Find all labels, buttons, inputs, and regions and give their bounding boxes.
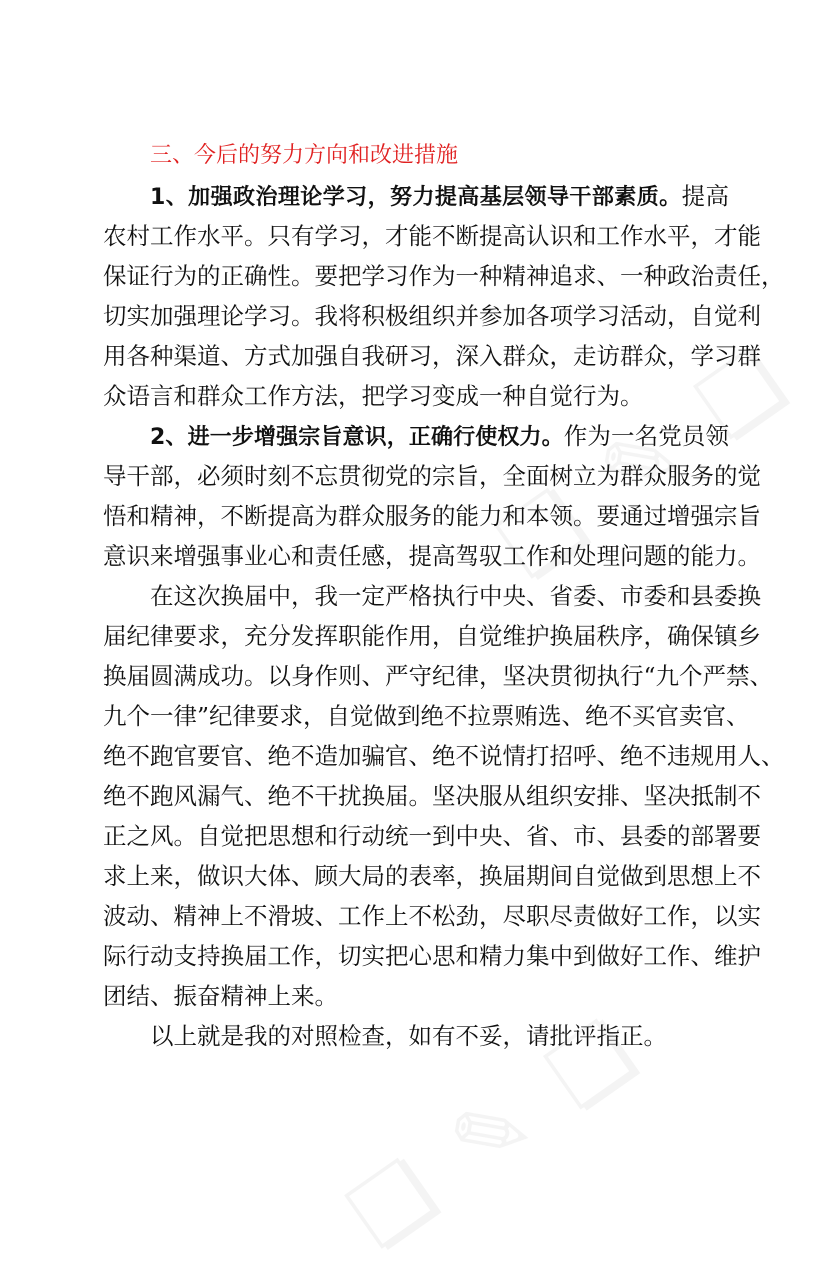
- paragraph-line: 求上来，做识大体、顾大局的表率，换届期间自觉做到思想上不: [103, 862, 761, 890]
- item1-first-rest: 提高: [681, 182, 730, 210]
- item2-lead: 2、进一步增强宗旨意识，正确行使权力。: [150, 425, 564, 450]
- paragraph-line: 波动、精神上不滑坡、工作上不松劲，尽职尽责做好工作，以实: [103, 902, 761, 930]
- paragraph-line: 众语言和群众工作方法，把学习变成一种自觉行为。: [103, 382, 644, 410]
- paragraph-line: 际行动支持换届工作，切实把心思和精力集中到做好工作、维护: [103, 942, 761, 970]
- item2-first-line: [103, 416, 729, 456]
- section-heading: 三、今后的努力方向和改进措施: [150, 143, 459, 168]
- paragraph-line: 九个一律”纪律要求，自觉做到绝不拉票贿选、绝不买官卖官、: [103, 702, 750, 730]
- paragraph-line: 绝不跑风漏气、绝不干扰换届。坚决服从组织安排、坚决抵制不: [103, 782, 761, 810]
- paragraph-line: 届纪律要求，充分发挥职能作用，自觉维护换届秩序，确保镇乡: [103, 622, 761, 650]
- paragraph-line: 正之风。自觉把思想和行动统一到中央、省、市、县委的部署要: [103, 822, 761, 850]
- paragraph-line: 农村工作水平。只有学习，才能不断提高认识和工作水平，才能: [103, 222, 761, 250]
- closing-line: 以上就是我的对照检查，如有不妥，请批评指正。: [150, 1022, 667, 1050]
- paragraph-line: 保证行为的正确性。要把学习作为一种精神追求、一种政治责任，: [103, 262, 785, 290]
- item1-lead: 1、加强政治理论学习，努力提高基层领导干部素质。: [150, 185, 682, 210]
- item2-first-rest: 作为一名党员领: [563, 422, 729, 450]
- paragraph-line: 切实加强理论学习。我将积极组织并参加各项学习活动，自觉利: [103, 302, 761, 330]
- paragraph-line: 用各种渠道、方式加强自我研习，深入群众，走访群众，学习群: [103, 342, 761, 370]
- paragraph-line: 换届圆满成功。以身作则、严守纪律，坚决贯彻执行“九个严禁、: [103, 662, 774, 690]
- item1-first-line: [103, 176, 729, 216]
- paragraph-line: 悟和精神，不断提高为群众服务的能力和本领。要通过增强宗旨: [103, 502, 761, 530]
- paragraph-line: 绝不跑官要官、绝不造加骗官、绝不说情打招呼、绝不违规用人、: [103, 742, 785, 770]
- paragraph-first-line: 在这次换届中，我一定严格执行中央、省委、市委和县委换: [150, 582, 761, 610]
- paragraph-line: 团结、振奋精神上来。: [103, 982, 338, 1010]
- paragraph-line: 导干部，必须时刻不忘贯彻党的宗旨，全面树立为群众服务的觉: [103, 462, 761, 490]
- paragraph-line: 意识来增强事业心和责任感，提高驾驭工作和处理问题的能力。: [103, 542, 761, 570]
